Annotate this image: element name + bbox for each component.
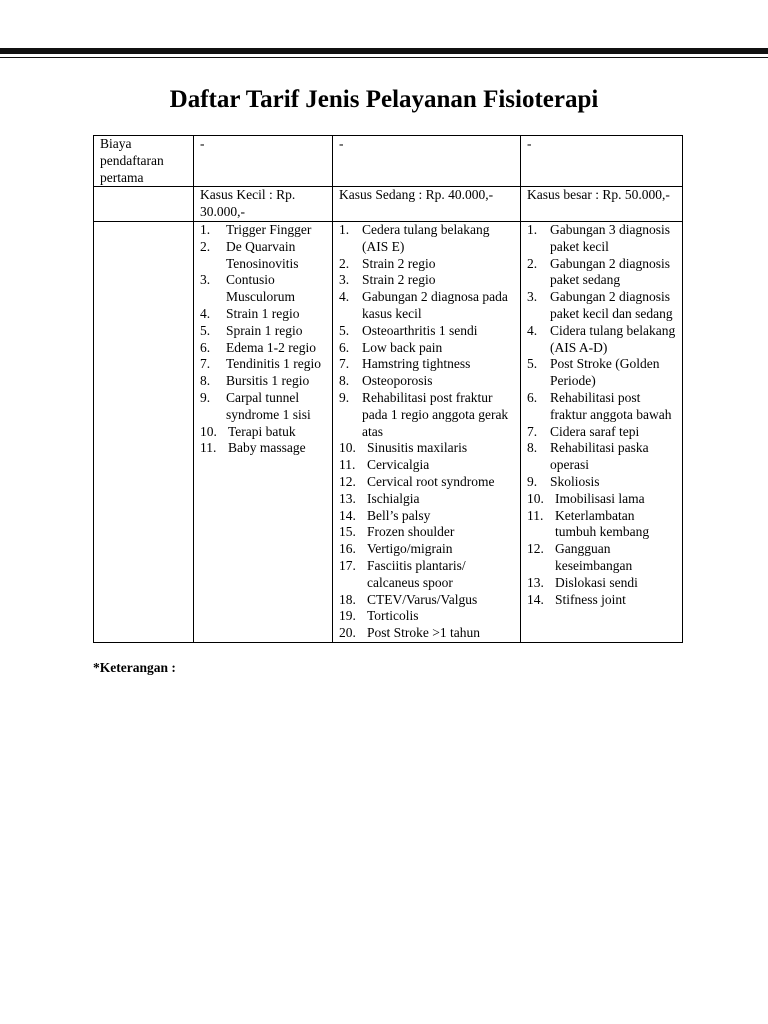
list-item-text: Skoliosis	[550, 473, 600, 489]
list-item-number: 17.	[339, 557, 356, 573]
list-item-text: Ischialgia	[367, 490, 420, 506]
header-rule-thick	[0, 48, 768, 54]
list-item-text: Carpal tunnel syndrome 1 sisi	[226, 389, 311, 422]
list-item-text: Torticolis	[367, 608, 419, 624]
list-item	[200, 356, 326, 373]
list-item-text: Gangguan keseimbangan	[555, 541, 633, 573]
category-besar: Kasus besar : Rp. 50.000,-	[521, 187, 683, 222]
registration-value-besar: -	[521, 136, 683, 187]
registration-value-sedang: -	[333, 136, 521, 187]
list-item	[527, 424, 676, 441]
list-item	[200, 272, 326, 306]
diagnosis-empty-cell	[94, 221, 194, 642]
list-item-text: Osteoarthritis 1 sendi	[362, 322, 478, 338]
list-item-text: Baby massage	[228, 440, 306, 456]
list-item-text: Hamstring tightness	[362, 356, 471, 372]
kecil-list	[200, 222, 326, 457]
list-item-number: 19.	[339, 608, 356, 624]
category-empty-cell	[94, 187, 194, 222]
registration-label: Biaya pendaftaran pertama	[94, 136, 194, 187]
list-item-number: 6.	[200, 339, 211, 355]
registration-row	[94, 136, 683, 187]
list-item	[527, 508, 676, 542]
besar-list	[527, 222, 676, 608]
list-item-number: 20.	[339, 625, 356, 641]
list-item-number: 10.	[527, 490, 544, 506]
list-item-number: 18.	[339, 591, 356, 607]
category-sedang: Kasus Sedang : Rp. 40.000,-	[333, 187, 521, 222]
list-item-number: 5.	[339, 322, 350, 338]
list-item-number: 3.	[200, 272, 211, 288]
kecil-list-cell	[194, 221, 333, 642]
diagnosis-row	[94, 221, 683, 642]
category-row	[94, 187, 683, 222]
list-item-number: 1.	[527, 221, 538, 237]
list-item-number: 4.	[527, 322, 538, 338]
list-item-text: Strain 2 regio	[362, 255, 436, 271]
list-item	[339, 558, 514, 592]
list-item	[200, 440, 326, 457]
list-item	[527, 592, 676, 609]
list-item-text: Gabungan 2 diagnosis paket kecil dan sedang	[550, 289, 673, 321]
list-item-number: 14.	[527, 591, 544, 607]
list-item-number: 1.	[200, 221, 211, 237]
list-item-text: Low back pain	[362, 339, 443, 355]
document-title: Daftar Tarif Jenis Pelayanan Fisioterapi	[169, 86, 599, 113]
list-item	[339, 256, 514, 273]
registration-value-kecil: -	[194, 136, 333, 187]
list-item-text: Osteoporosis	[362, 373, 433, 389]
list-item-number: 10.	[339, 440, 356, 456]
list-item-number: 15.	[339, 524, 356, 540]
list-item-number: 9.	[339, 389, 350, 405]
list-item-text: Trigger Fingger	[226, 221, 312, 237]
list-item-text: Cidera saraf tepi	[550, 423, 640, 439]
list-item-text: Rehabilitasi paska operasi	[550, 440, 649, 473]
list-item	[200, 390, 326, 424]
list-item	[200, 239, 326, 273]
list-item-number: 7.	[339, 356, 350, 372]
list-item-text: Gabungan 3 diagnosis paket kecil	[550, 221, 670, 254]
list-item	[339, 222, 514, 256]
list-item	[339, 592, 514, 609]
list-item	[339, 373, 514, 390]
list-item-text: CTEV/Varus/Valgus	[367, 591, 478, 607]
list-item-number: 13.	[339, 490, 356, 506]
list-item-number: 8.	[339, 373, 350, 389]
list-item-text: Fasciitis plantaris/ calcaneus spoor	[367, 557, 466, 590]
list-item-number: 6.	[527, 389, 538, 405]
list-item-text: Gabungan 2 diagnosis paket sedang	[550, 255, 670, 288]
list-item	[200, 373, 326, 390]
list-item	[527, 390, 676, 424]
list-item	[527, 541, 676, 575]
list-item	[200, 340, 326, 357]
list-item-number: 12.	[527, 541, 544, 557]
list-item-number: 11.	[339, 457, 356, 473]
list-item-text: Stifness joint	[555, 591, 626, 607]
list-item-text: Sinusitis maxilaris	[367, 440, 468, 456]
list-item	[339, 340, 514, 357]
category-kecil: Kasus Kecil : Rp. 30.000,-	[194, 187, 333, 222]
list-item-number: 9.	[527, 473, 538, 489]
list-item-number: 12.	[339, 473, 356, 489]
list-item-text: Terapi batuk	[228, 423, 296, 439]
header-rule-thin	[0, 57, 768, 58]
list-item-number: 5.	[527, 356, 538, 372]
list-item	[339, 474, 514, 491]
list-item-number: 11.	[200, 440, 217, 456]
list-item-number: 16.	[339, 541, 356, 557]
list-item	[339, 524, 514, 541]
list-item	[339, 323, 514, 340]
besar-list-cell	[521, 221, 683, 642]
list-item	[527, 491, 676, 508]
list-item	[339, 508, 514, 525]
list-item-number: 3.	[527, 289, 538, 305]
list-item	[339, 272, 514, 289]
list-item-text: Post Stroke >1 tahun	[367, 625, 480, 641]
sedang-list	[339, 222, 514, 642]
list-item-text: Cervical root syndrome	[367, 473, 495, 489]
list-item-text: Gabungan 2 diagnosa pada kasus kecil	[362, 289, 508, 321]
list-item-text: Sprain 1 regio	[226, 322, 303, 338]
list-item	[339, 625, 514, 642]
list-item-text: Imobilisasi lama	[555, 490, 645, 506]
list-item-text: Cedera tulang belakang (AIS E)	[362, 221, 490, 254]
list-item-number: 2.	[200, 238, 211, 254]
list-item-text: Dislokasi sendi	[555, 574, 638, 590]
list-item-number: 13.	[527, 574, 544, 590]
list-item-number: 4.	[200, 305, 211, 321]
list-item-number: 10.	[200, 423, 217, 439]
list-item	[527, 323, 676, 357]
list-item	[339, 491, 514, 508]
list-item-text: Strain 2 regio	[362, 272, 436, 288]
list-item	[339, 457, 514, 474]
list-item	[339, 356, 514, 373]
list-item-text: Rehabilitasi post fraktur anggota bawah	[550, 389, 672, 422]
list-item-number: 7.	[200, 356, 211, 372]
list-item	[200, 323, 326, 340]
list-item	[527, 356, 676, 390]
list-item-number: 4.	[339, 289, 350, 305]
list-item-text: Keterlambatan tumbuh kembang	[555, 507, 650, 540]
list-item-text: Contusio Musculorum	[226, 272, 295, 305]
list-item-number: 6.	[339, 339, 350, 355]
list-item-text: Tendinitis 1 regio	[226, 356, 322, 372]
list-item-number: 8.	[527, 440, 538, 456]
list-item-text: Rehabilitasi post fraktur pada 1 regio anggota gerak atas	[362, 389, 509, 439]
list-item	[527, 440, 676, 474]
list-item-number: 2.	[527, 255, 538, 271]
list-item-text: Post Stroke (Golden Periode)	[550, 356, 660, 389]
list-item	[200, 222, 326, 239]
list-item-text: Edema 1-2 regio	[226, 339, 316, 355]
list-item-text: Frozen shoulder	[367, 524, 455, 540]
list-item-number: 1.	[339, 221, 350, 237]
list-item-number: 7.	[527, 423, 538, 439]
list-item-number: 5.	[200, 322, 211, 338]
list-item	[339, 541, 514, 558]
list-item	[339, 440, 514, 457]
list-item	[527, 575, 676, 592]
list-item-number: 14.	[339, 507, 356, 523]
list-item	[200, 306, 326, 323]
list-item-text: Cervicalgia	[367, 457, 430, 473]
sedang-list-cell	[333, 221, 521, 642]
list-item	[527, 474, 676, 491]
list-item-text: Vertigo/migrain	[367, 541, 453, 557]
list-item	[339, 390, 514, 440]
list-item	[339, 289, 514, 323]
list-item-number: 9.	[200, 389, 211, 405]
tariff-table	[93, 135, 683, 643]
list-item-number: 2.	[339, 255, 350, 271]
list-item-number: 3.	[339, 272, 350, 288]
list-item	[527, 289, 676, 323]
list-item-text: Cidera tulang belakang (AIS A-D)	[550, 322, 676, 355]
list-item-number: 8.	[200, 373, 211, 389]
list-item	[339, 608, 514, 625]
list-item-text: Strain 1 regio	[226, 305, 300, 321]
list-item-number: 11.	[527, 507, 544, 523]
list-item	[527, 222, 676, 256]
list-item	[527, 256, 676, 290]
list-item-text: De Quarvain Tenosinovitis	[226, 238, 299, 271]
note-label: *Keterangan :	[93, 660, 176, 675]
list-item	[200, 424, 326, 441]
list-item-text: Bursitis 1 regio	[226, 373, 310, 389]
list-item-text: Bell’s palsy	[367, 507, 431, 523]
